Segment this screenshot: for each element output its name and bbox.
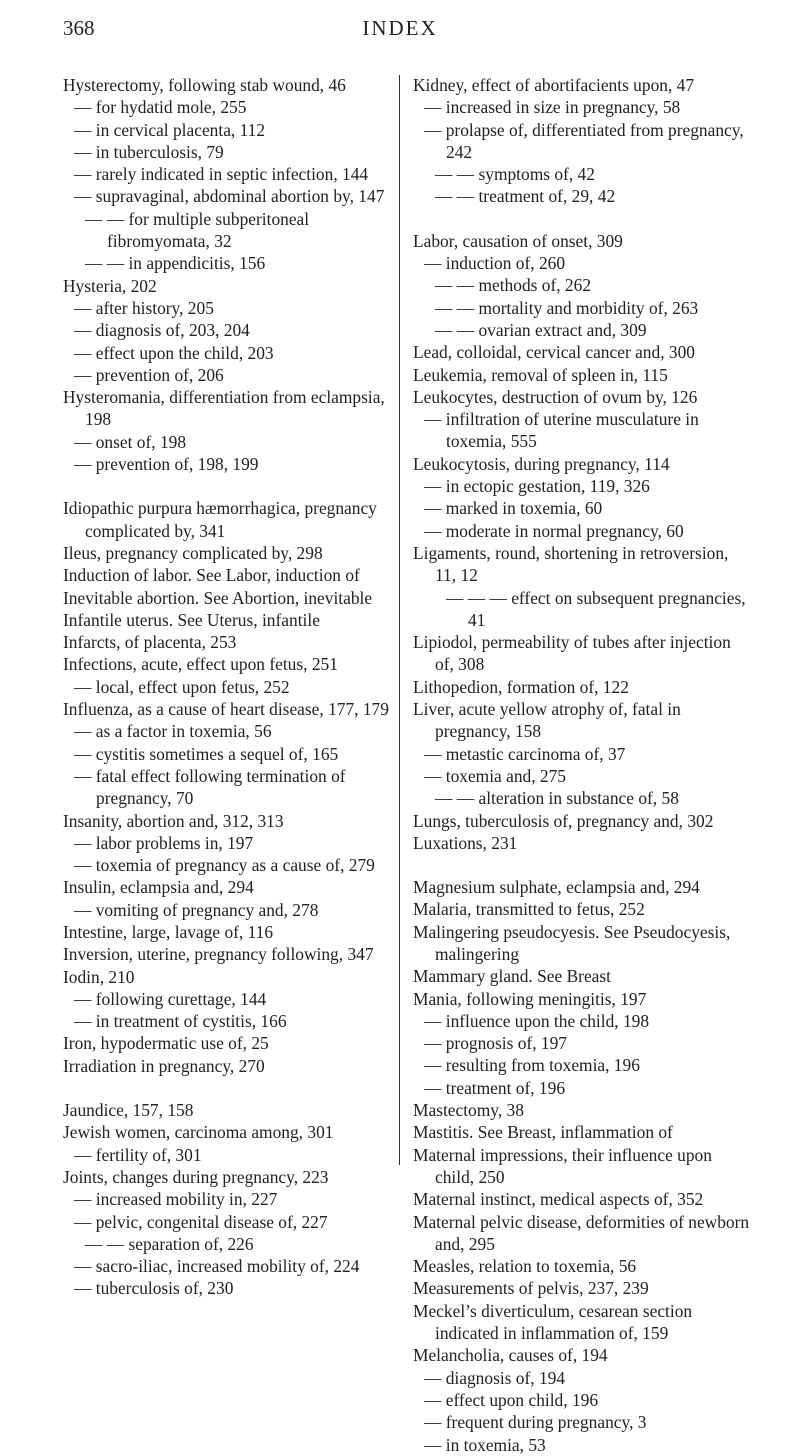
index-subentry: — marked in toxemia, 60 xyxy=(424,498,603,519)
index-subentry: — treatment of, 196 xyxy=(424,1077,566,1098)
index-subentry: — — separation of, 226 xyxy=(85,1233,254,1254)
index-entry: Maternal pelvic disease, deformities of newborn and, 295 xyxy=(413,1211,750,1254)
index-subentry: — induction of, 260 xyxy=(424,253,566,274)
left-column xyxy=(63,74,401,1300)
index-entry: Measurements of pelvis, 237, 239 xyxy=(413,1278,649,1299)
index-entry: Lead, colloidal, cervical cancer and, 300 xyxy=(413,342,695,363)
index-subentry: — metastic carcinoma of, 37 xyxy=(424,743,626,764)
index-subentry: — — in appendicitis, 156 xyxy=(85,253,266,274)
index-subentry: — — alteration in substance of, 58 xyxy=(435,788,679,809)
index-subentry: — frequent during pregnancy, 3 xyxy=(424,1412,647,1433)
index-subentry: — — for multiple subperitoneal fibromyomata, 32 xyxy=(85,208,310,252)
index-entry: Irradiation in pregnancy, 270 xyxy=(63,1055,265,1076)
index-subentry: — prognosis of, 197 xyxy=(424,1033,567,1054)
index-entry: Luxations, 231 xyxy=(413,832,518,853)
index-entry: Insulin, eclampsia and, 294 xyxy=(63,877,254,898)
index-entry: Lungs, tuberculosis of, pregnancy and, 302 xyxy=(413,810,714,831)
index-subentry: — after history, 205 xyxy=(74,297,214,318)
index-subentry: — — ovarian extract and, 309 xyxy=(435,319,647,340)
index-entry: Mania, following meningitis, 197 xyxy=(413,988,647,1009)
index-entry: Inevitable abortion. See Abortion, inevitable xyxy=(63,587,373,608)
index-subentry: — vomiting of pregnancy and, 278 xyxy=(74,899,319,920)
index-entry: Ileus, pregnancy complicated by, 298 xyxy=(63,542,323,563)
index-entry: Mastitis. See Breast, inflammation of xyxy=(413,1122,673,1143)
index-entry: Kidney, effect of abortifacients upon, 47 xyxy=(413,75,695,95)
right-column xyxy=(413,74,751,1456)
index-entry: Intestine, large, lavage of, 116 xyxy=(63,921,274,942)
column-divider xyxy=(399,75,400,1165)
index-subentry: — prolapse of, differentiated from pregnancy, 242 xyxy=(424,119,744,162)
index-entry: Labor, causation of onset, 309 xyxy=(413,230,623,251)
index-entry: Leukemia, removal of spleen in, 115 xyxy=(413,364,668,385)
index-subentry: — diagnosis of, 194 xyxy=(424,1367,566,1388)
index-subentry: — fertility of, 301 xyxy=(74,1144,202,1165)
index-entry: Influenza, as a cause of heart disease, 177, 179 xyxy=(63,699,389,720)
index-subentry: — in toxemia, 53 xyxy=(424,1434,546,1455)
index-subentry: — — mortality and morbidity of, 263 xyxy=(435,297,699,318)
index-subentry: — effect upon child, 196 xyxy=(424,1389,599,1410)
index-entry: Lithopedion, formation of, 122 xyxy=(413,676,629,697)
page-number: 368 xyxy=(63,16,95,40)
index-subentry: — in treatment of cystitis, 166 xyxy=(74,1011,287,1032)
index-subentry: — increased mobility in, 227 xyxy=(74,1189,278,1210)
index-entry: Liver, acute yellow atrophy of, fatal in pregnancy, 158 xyxy=(413,699,681,742)
index-entry: Joints, changes during pregnancy, 223 xyxy=(63,1166,329,1187)
index-subentry: — toxemia and, 275 xyxy=(424,765,566,786)
index-subentry: — infiltration of uterine musculature in toxemia, 555 xyxy=(424,409,699,452)
index-entry: Maternal instinct, medical aspects of, 352 xyxy=(413,1189,704,1210)
index-subentry: — supravaginal, abdominal abortion by, 147 xyxy=(74,186,385,207)
index-subentry: — — treatment of, 29, 42 xyxy=(435,186,616,207)
index-entry: Induction of labor. See Labor, induction of xyxy=(63,565,360,586)
index-subentry: — sacro-iliac, increased mobility of, 224 xyxy=(74,1256,360,1277)
index-entry: Jaundice, 157, 158 xyxy=(63,1100,194,1121)
index-entry: Measles, relation to toxemia, 56 xyxy=(413,1256,637,1277)
index-entry: Magnesium sulphate, eclampsia and, 294 xyxy=(413,877,700,898)
index-subentry: — in tuberculosis, 79 xyxy=(74,141,224,162)
index-subentry: — rarely indicated in septic infection, 144 xyxy=(74,164,369,185)
index-subentry: — prevention of, 198, 199 xyxy=(74,454,259,475)
index-entry: Hysteromania, differentiation from eclampsia, 198 xyxy=(63,387,385,430)
index-subentry: — — symptoms of, 42 xyxy=(435,164,595,185)
index-subentry: — in ectopic gestation, 119, 326 xyxy=(424,476,650,497)
index-subentry: — following curettage, 144 xyxy=(74,988,267,1009)
index-entry: Iodin, 210 xyxy=(63,966,135,987)
index-subentry: — — methods of, 262 xyxy=(435,275,592,296)
index-subentry: — cystitis sometimes a sequel of, 165 xyxy=(74,743,339,764)
index-entry: Meckel’s diverticulum, cesarean section indicated in inflammation of, 159 xyxy=(413,1300,693,1344)
index-entry: Infarcts, of placenta, 253 xyxy=(63,632,237,653)
index-entry: Malingering pseudocyesis. See Pseudocyesis, malingering xyxy=(413,921,731,964)
index-subentry: — effect upon the child, 203 xyxy=(74,342,274,363)
index-subentry: — as a factor in toxemia, 56 xyxy=(74,721,272,742)
index-entry: Ligaments, round, shortening in retroversion, 11, 12 xyxy=(413,542,729,586)
index-subentry: — influence upon the child, 198 xyxy=(424,1010,650,1031)
index-subentry: — in cervical placenta, 112 xyxy=(74,119,266,140)
index-entry: Maternal impressions, their influence upon child, 250 xyxy=(413,1144,712,1187)
index-entry: Hysterectomy, following stab wound, 46 xyxy=(63,75,346,95)
index-entry: Infections, acute, effect upon fetus, 251 xyxy=(63,654,338,675)
index-subentry: — local, effect upon fetus, 252 xyxy=(74,676,290,697)
index-subentry: — diagnosis of, 203, 204 xyxy=(74,320,250,341)
index-entry: Hysteria, 202 xyxy=(63,275,157,296)
index-subentry: — pelvic, congenital disease of, 227 xyxy=(74,1211,328,1232)
index-entry: Malaria, transmitted to fetus, 252 xyxy=(413,899,645,920)
index-entry: Melancholia, causes of, 194 xyxy=(413,1345,608,1366)
running-header: INDEX xyxy=(362,16,438,40)
index-entry: Mammary gland. See Breast xyxy=(413,966,612,987)
index-subentry: — toxemia of pregnancy as a cause of, 279 xyxy=(74,855,375,876)
index-entry: Leukocytosis, during pregnancy, 114 xyxy=(413,453,670,474)
index-subentry: — tuberculosis of, 230 xyxy=(74,1278,234,1299)
index-subentry: — prevention of, 206 xyxy=(74,364,224,385)
index-entry: Lipiodol, permeability of tubes after injection of, 308 xyxy=(413,632,731,675)
index-entry: Leukocytes, destruction of ovum by, 126 xyxy=(413,386,698,407)
index-entry: Insanity, abortion and, 312, 313 xyxy=(63,810,284,831)
index-entry: Idiopathic purpura hæmorrhagica, pregnancy complicated by, 341 xyxy=(63,498,377,541)
index-subentry: — fatal effect following termination of pregnancy, 70 xyxy=(74,765,346,809)
index-entry: Iron, hypodermatic use of, 25 xyxy=(63,1033,269,1054)
index-subentry: — for hydatid mole, 255 xyxy=(74,97,247,118)
index-entry: Infantile uterus. See Uterus, infantile xyxy=(63,609,320,630)
index-subentry: — onset of, 198 xyxy=(74,431,187,452)
index-subentry: — labor problems in, 197 xyxy=(74,832,254,853)
index-entry: Mastectomy, 38 xyxy=(413,1100,524,1121)
index-entry: Inversion, uterine, pregnancy following, 347 xyxy=(63,944,374,965)
index-subentry: — — — effect on subsequent pregnancies, 41 xyxy=(446,587,746,630)
index-subentry: — increased in size in pregnancy, 58 xyxy=(424,97,681,118)
index-subentry: — resulting from toxemia, 196 xyxy=(424,1055,640,1076)
index-subentry: — moderate in normal pregnancy, 60 xyxy=(424,520,684,541)
index-entry: Jewish women, carcinoma among, 301 xyxy=(63,1122,334,1143)
